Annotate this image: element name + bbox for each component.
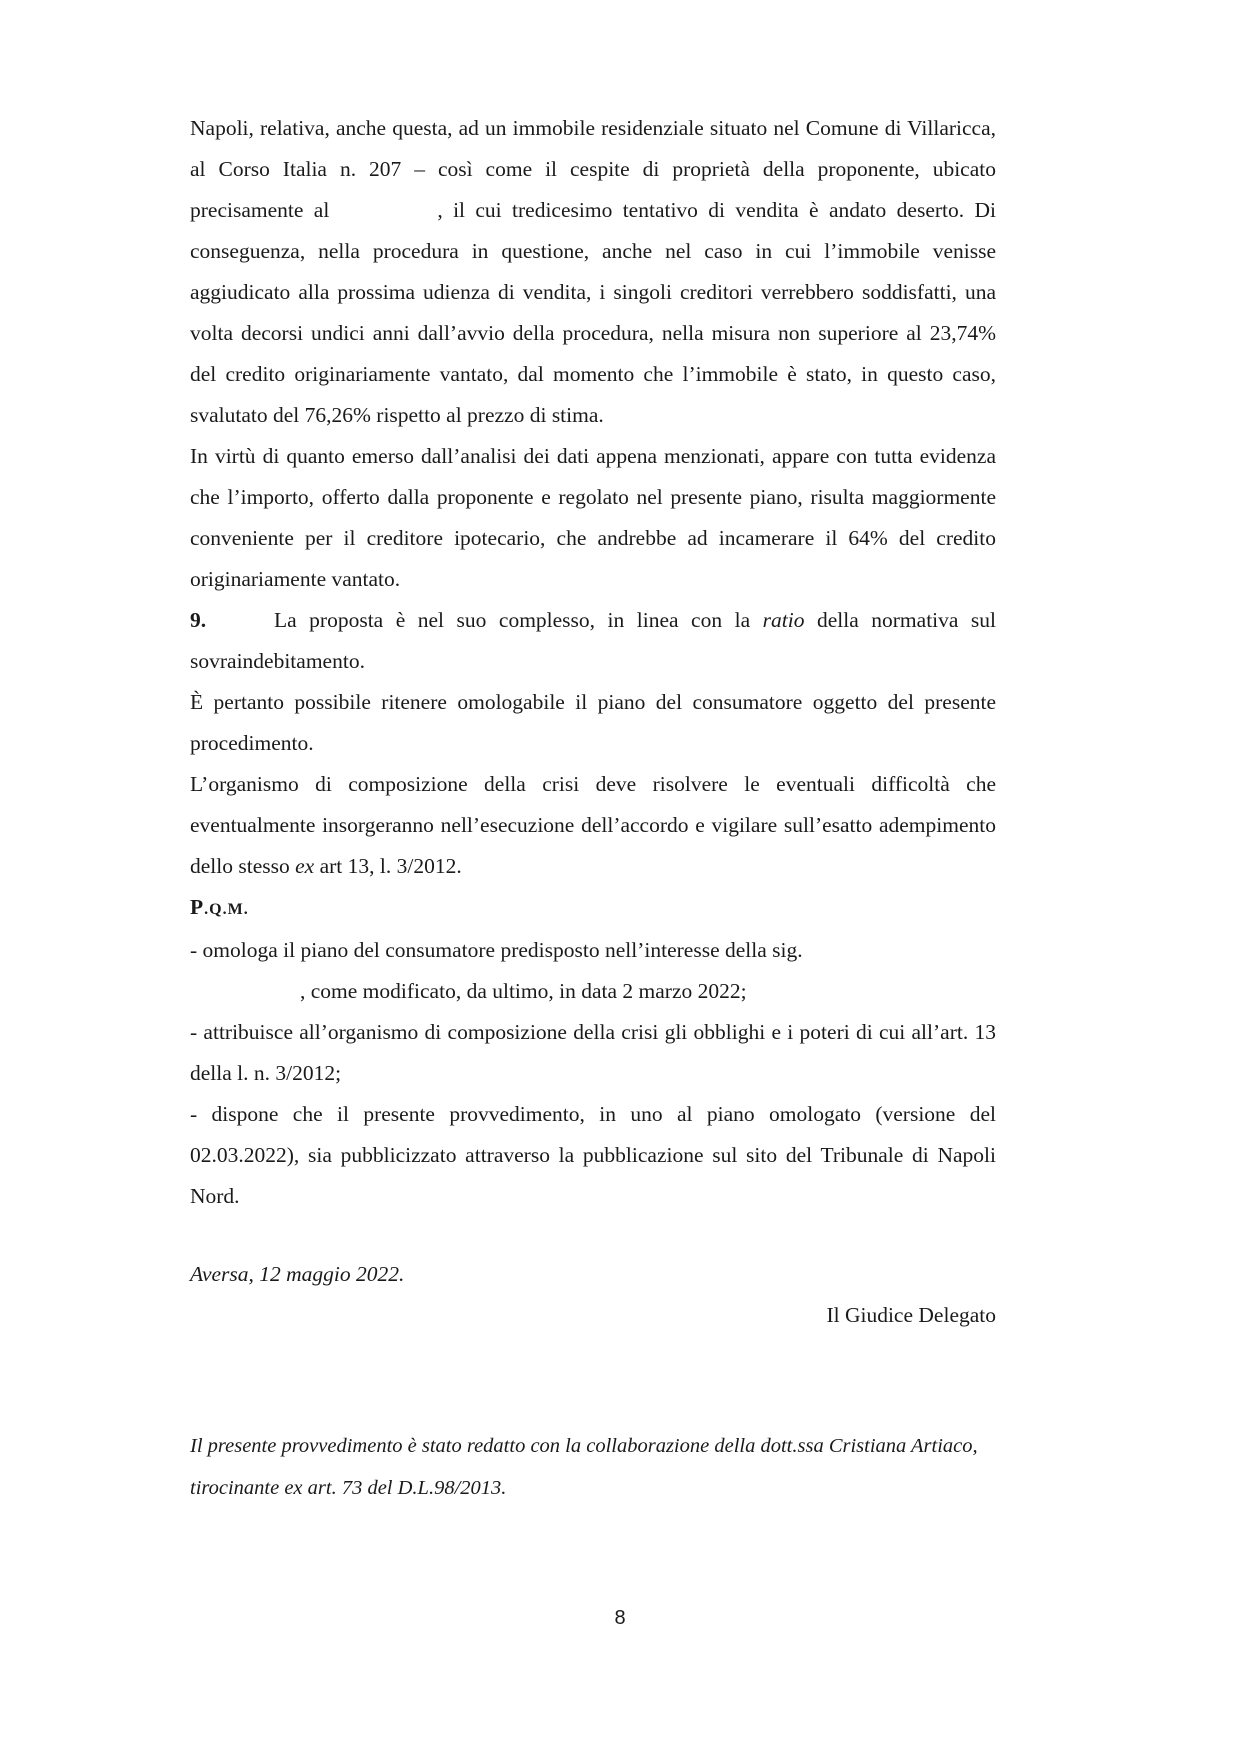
signer-title: Il Giudice Delegato [826,1303,996,1327]
paragraph-9-text-b: della normativa sul sovraindebitamento. [190,608,997,673]
dispositivo-item-omologa-b: , come modificato, da ultimo, in data 2 marzo 2022; [300,979,747,1003]
document-body [190,108,996,1217]
pqm-q: Q [209,901,223,918]
pqm-heading [190,887,996,930]
drafting-note-line2: tirocinante ex art. 73 del D.L.98/2013. [190,1477,507,1499]
pqm-p: P [190,895,205,919]
drafting-note [190,1425,996,1509]
paragraph-9-italic: ratio [762,608,805,632]
paragraph-virtu: In virtù di quanto emerso dall’analisi dei dati appena menzionati, appare con tutta evidenza che l’importo, offerto dalla proponente e regolato nel presente piano, risulta maggiormente conveniente per il creditore ipotecario, che andrebbe ad incamerare il 64% del credito originariamente vantato. [190,444,996,591]
date-place: Aversa, 12 maggio 2022. [190,1262,405,1286]
paragraph-9 [190,600,996,682]
paragraph-9-text-a: La proposta è nel suo complesso, in linea con la [274,608,751,632]
drafting-note-line1: Il presente provvedimento è stato redatto con la collaborazione della dott.ssa Cristiana Artiaco, [190,1435,978,1457]
dispositivo-item-omologa [190,930,996,1012]
paragraph-napoli-part2: , il cui tredicesimo tentativo di vendita è andato deserto. Di conseguenza, nella procedura in questione, anche nel caso in cui l’immobile venisse aggiudicato alla prossima udienza di vendita, i singoli creditori verrebbero soddisfatti, una volta decorsi undici anni dall’avvio della procedura, nella misura non superiore al 23,74% del credito originariamente vantato, dal momento che l’immobile è stato, in questo caso, svalutato del 76,26% rispetto al prezzo di stima. [190,198,996,427]
dispositivo-item-omologa-a: - omologa il piano del consumatore predisposto nell’interesse della sig. [190,938,803,962]
paragraph-organismo-text-a: L’organismo di composizione della crisi deve risolvere le eventuali difficoltà che eventualmente insorgeranno nell’esecuzione dell’accordo e vigilare sull’esatto adempimento dello stesso [190,772,996,878]
dispositivo-item-dispone: - dispone che il presente provvedimento, in uno al piano omologato (versione del 02.03.2022), sia pubblicizzato attraverso la pubblicazione sul sito del Tribunale di Napoli Nord. [190,1102,996,1208]
pqm-dot1: . [204,901,210,918]
pqm-dot2: . [222,901,228,918]
pqm-dot3: . [243,901,249,918]
paragraph-organismo-italic: ex [295,854,315,878]
paragraph-omologabile: È pertanto possibile ritenere omologabile il piano del consumatore oggetto del presente procedimento. [190,690,996,755]
paragraph-napoli [190,108,996,436]
section-number: 9. [190,608,207,632]
paragraph-organismo-text-b: art 13, l. 3/2012. [319,854,462,878]
paragraph-organismo [190,764,996,887]
page-number: 8 [614,1607,626,1629]
pqm-m: M [227,901,244,918]
dispositivo-item-attribuisce: - attribuisce all’organismo di composizione della crisi gli obblighi e i poteri di cui all’art. 13 della l. n. 3/2012; [190,1020,996,1085]
paragraph-napoli-part1: Napoli, relativa, anche questa, ad un immobile residenziale situato nel Comune di Villaricca, al Corso Italia n. 207 – così come il cespite di proprietà della proponente, ubicato precisamente al [190,116,996,222]
